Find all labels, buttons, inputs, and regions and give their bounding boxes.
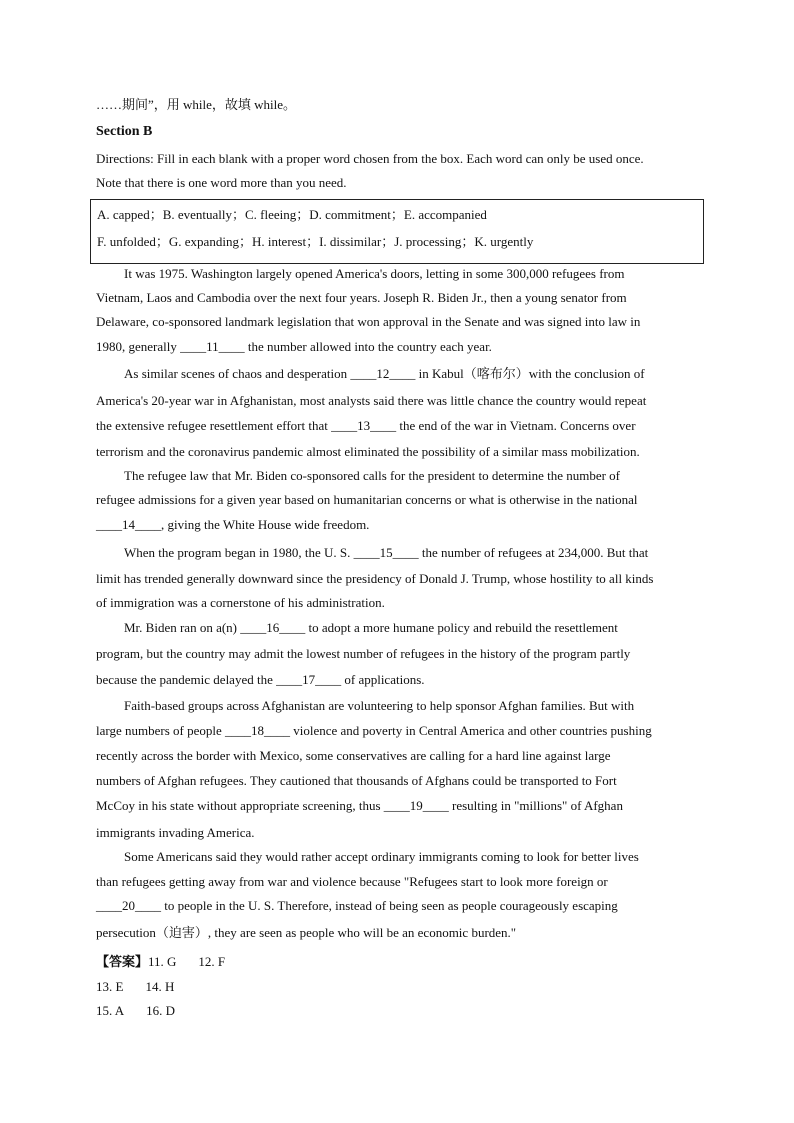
passage-text: terrorism and the coronavirus pandemic almost eliminated the possibility of a similar mass mobilization.: [96, 444, 640, 459]
blank-field: ____13____: [331, 418, 397, 433]
blank-field: ____18____: [225, 723, 290, 738]
answer-item: 13. E: [96, 979, 124, 994]
blank-field: ____11____: [180, 339, 245, 354]
passage-text: to adopt a more humane policy and rebuild the resettlement: [305, 620, 618, 635]
passage-text: immigrants invading America.: [96, 825, 255, 840]
passage-text: numbers of Afghan refugees. They cautioned that thousands of Afghans could be transported to Fort: [96, 773, 617, 788]
passage-text: persecution（迫害）, they are seen as people who will be an economic burden.": [96, 925, 517, 940]
passage-text: , giving the White House wide freedom.: [161, 517, 370, 532]
passage-text: Delaware, co-sponsored landmark legislation that won approval in the Senate and was signed into law in: [96, 314, 641, 329]
passage-text: large numbers of people: [96, 723, 225, 738]
answer-item: 16. D: [146, 1003, 176, 1018]
blank-field: ____15____: [353, 545, 419, 560]
passage-text: the number of refugees at 234,000. But that: [418, 545, 649, 560]
word-box-row-2: F. unfolded；G. expanding；H. interest；I. dissimilar；J. processing；K. urgently: [97, 234, 534, 249]
passage-text: because the pandemic delayed the: [96, 672, 277, 687]
passage-line: [96, 747, 611, 765]
passage-text: It was 1975. Washington largely opened America's doors, letting in some 300,000 refugees from: [124, 266, 625, 281]
passage-line: [96, 797, 623, 815]
passage-line: [124, 265, 625, 283]
answer-item: 14. H: [145, 979, 175, 994]
passage-line: [96, 645, 630, 663]
blank-field: ____20____: [96, 898, 161, 913]
passage-line: [96, 594, 385, 612]
answer-item: 12. F: [198, 954, 226, 969]
passage-line: [96, 722, 652, 740]
passage-text: Faith-based groups across Afghanistan are volunteering to help sponsor Afghan families. But with: [124, 698, 635, 713]
passage-text: in Kabul（喀布尔）with the conclusion of: [415, 366, 645, 381]
passage-line: [96, 824, 255, 842]
passage-text: America's 20-year war in Afghanistan, most analysts said there was little chance the country would repeat: [96, 393, 647, 408]
passage-text: Vietnam, Laos and Cambodia over the next four years. Joseph R. Biden Jr., then a young senator from: [96, 290, 627, 305]
passage-line: [124, 697, 634, 715]
blank-field: ____19____: [383, 798, 449, 813]
passage-line: [96, 772, 617, 790]
blank-field: ____17____: [276, 672, 342, 687]
passage-text: When the program began in 1980, the U. S.: [124, 545, 354, 560]
passage-text: the end of the war in Vietnam. Concerns over: [396, 418, 636, 433]
passage-text: 1980, generally: [96, 339, 181, 354]
section-title: Section B: [96, 124, 153, 139]
directions-line-1: Directions: Fill in each blank with a proper word chosen from the box. Each word can only be used once.: [96, 151, 644, 166]
passage-line: [124, 848, 639, 866]
passage-line: [96, 924, 516, 942]
passage-text: The refugee law that Mr. Biden co-sponsored calls for the president to determine the number of: [124, 468, 621, 483]
passage-line: [124, 619, 618, 637]
passage-line: [96, 570, 653, 588]
answer-tag: 【答案】: [96, 954, 149, 969]
passage-text: violence and poverty in Central America and other countries pushing: [290, 723, 652, 738]
word-box: [90, 199, 704, 264]
passage-line: [96, 417, 636, 435]
passage-line: [96, 671, 425, 689]
passage-text: resulting in "millions" of Afghan: [448, 798, 623, 813]
passage-text: the extensive refugee resettlement effort that: [96, 418, 332, 433]
passage-text: the number allowed into the country each year.: [244, 339, 492, 354]
passage-line: [96, 338, 492, 356]
blank-field: ____12____: [350, 366, 416, 381]
passage-line: [96, 443, 640, 461]
passage-text: recently across the border with Mexico, some conservatives are calling for a hard line against large: [96, 748, 611, 763]
passage-text: to people in the U. S. Therefore, instead of being seen as people courageously escaping: [161, 898, 618, 913]
passage-line: [96, 313, 640, 331]
passage-text: of applications.: [341, 672, 425, 687]
answer-item: 11. G: [148, 954, 177, 969]
answer-row-2: [96, 978, 174, 996]
passage-text: program, but the country may admit the lowest number of refugees in the history of the program partly: [96, 646, 631, 661]
blank-field: ____14____: [96, 517, 161, 532]
passage-text: Mr. Biden ran on a(n): [124, 620, 241, 635]
passage-text: limit has trended generally downward since the presidency of Donald J. Trump, whose hostility to all kinds: [96, 571, 654, 586]
passage-line: [96, 491, 638, 509]
answer-row-3: [96, 1002, 175, 1020]
passage-text: of immigration was a cornerstone of his administration.: [96, 595, 385, 610]
passage-line: [124, 544, 648, 562]
passage-line: [124, 467, 620, 485]
passage-line: [96, 289, 627, 307]
answer-row-1: [96, 953, 225, 971]
passage-text: McCoy in his state without appropriate screening, thus: [96, 798, 384, 813]
passage-line: [124, 365, 645, 383]
passage-line: [96, 873, 608, 891]
passage-text: Some Americans said they would rather accept ordinary immigrants coming to look for better lives: [124, 849, 639, 864]
blank-field: ____16____: [240, 620, 306, 635]
passage-text: than refugees getting away from war and violence because "Refugees start to look more foreign or: [96, 874, 608, 889]
passage-text: refugee admissions for a given year based on humanitarian concerns or what is otherwise in the national: [96, 492, 638, 507]
passage-line: [96, 516, 369, 534]
word-box-row-1: A. capped；B. eventually；C. fleeing；D. commitment；E. accompanied: [97, 207, 487, 222]
directions-line-2: Note that there is one word more than you need.: [96, 175, 347, 190]
answer-item: 15. A: [96, 1003, 125, 1018]
passage-line: [96, 392, 646, 410]
passage-line: [96, 897, 618, 915]
header-line: ……期间”，用 while，故填 while。: [96, 97, 297, 112]
passage-text: As similar scenes of chaos and desperation: [124, 366, 351, 381]
